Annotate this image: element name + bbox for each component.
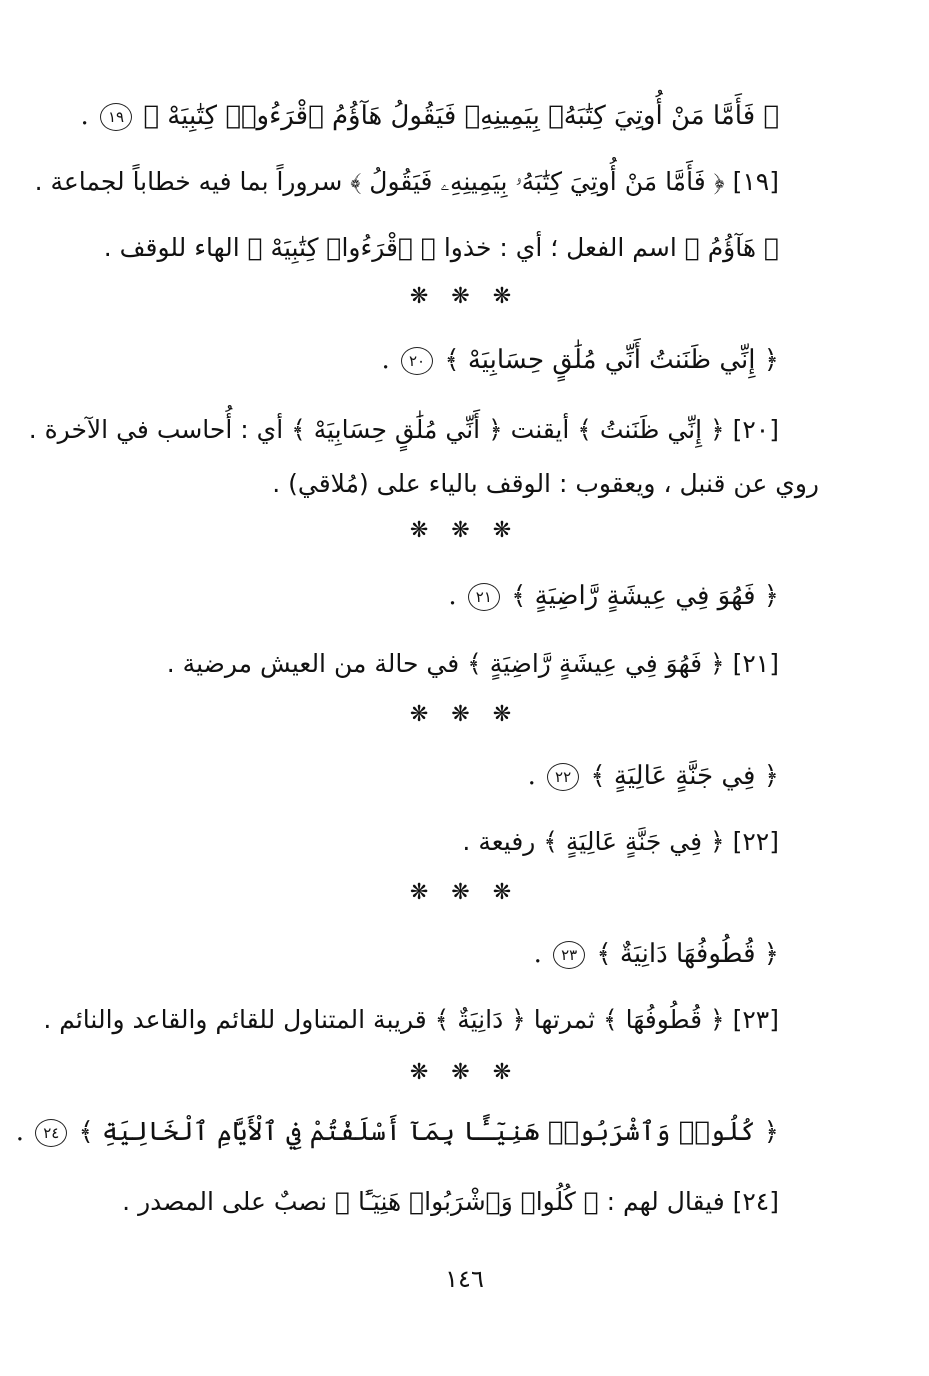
verse-text: ﴿ فِي جَنَّةٍ عَالِيَةٍ ﴾ [590,761,779,791]
verse-22 [528,756,779,796]
verse-end-period: . [533,939,542,969]
ayah-number-marker: ١٩ [100,103,132,131]
verse-24 [16,1112,779,1152]
section-separator: ❋ ❋ ❋ [409,702,520,727]
commentary-20-line-2: روي عن قنبل ، ويعقوب : الوقف بالياء على (مُلاقي) . [272,469,819,498]
verse-end-period: . [80,101,89,131]
verse-23 [534,934,779,974]
verse-text: ﴿ كُلُوا۟ وَٱشْرَبُوا۟ هَنِيٓـًٔا بِمَآ أَسْلَفْتُمْ فِي ٱلْأَيَّامِ ٱلْخَالِيَةِ ﴾ [78,1117,779,1147]
verse-end-period: . [448,581,457,611]
verse-19 [81,96,779,136]
ayah-number-marker: ٢٢ [547,763,579,791]
verse-text: ﴿ فَهُوَ فِي عِيشَةٍ رَّاضِيَةٍ ﴾ [511,581,779,611]
verse-text: ﴿ فَأَمَّا مَنْ أُوتِيَ كِتَٰبَهُۥ بِيَمِينِهِۦ فَيَقُولُ هَآؤُمُ ٱقْرَءُوا۟ كِتَٰبِيَهْ ﴾ [143,101,779,131]
ayah-number-marker: ٢٠ [401,347,433,375]
commentary-22-line-1: [٢٢] ﴿ فِي جَنَّةٍ عَالِيَةٍ ﴾ رفيعة . [462,827,779,856]
ayah-number-marker: ٢٤ [35,1119,67,1147]
commentary-20-line-1: [٢٠] ﴿ إِنِّي ظَنَنتُ ﴾ أيقنت ﴿ أَنِّي مُلَٰقٍ حِسَابِيَهْ ﴾ أي : أُحاسب في الآخرة . [28,415,779,444]
commentary-21-line-1: [٢١] ﴿ فَهُوَ فِي عِيشَةٍ رَّاضِيَةٍ ﴾ في حالة من العيش مرضية . [166,649,779,678]
commentary-19-line-1: [١٩] ﴿ فَأَمَّا مَنْ أُوتِيَ كِتَٰبَهُۥ بِيَمِينِهِۦ فَيَقُولُ ﴾ سروراً بما فيه خطاباً لجماعة . [34,167,779,196]
section-separator: ❋ ❋ ❋ [409,880,520,905]
ayah-number-marker: ٢٣ [553,941,585,969]
verse-20 [382,340,779,380]
verse-text: ﴿ قُطُوفُهَا دَانِيَةٌ ﴾ [596,939,779,969]
section-separator: ❋ ❋ ❋ [409,1060,520,1085]
verse-end-period: . [527,761,536,791]
verse-21 [448,576,779,616]
commentary-19-line-2: ﴿ هَآؤُمُ ﴾ اسم الفعل ؛ أي : خذوا ﴿ ٱقْرَءُوا۟ كِتَٰبِيَهْ ﴾ الهاء للوقف . [103,233,779,262]
verse-text: ﴿ إِنِّي ظَنَنتُ أَنِّي مُلَٰقٍ حِسَابِيَهْ ﴾ [444,345,779,375]
verse-end-period: . [15,1117,24,1147]
ayah-number-marker: ٢١ [468,583,500,611]
section-separator: ❋ ❋ ❋ [409,284,520,309]
page-number: ١٤٦ [445,1265,484,1293]
commentary-24-line-1: [٢٤] فيقال لهم : ﴿ كُلُوا۟ وَٱشْرَبُوا۟ هَنِيٓـًٔا ﴾ نصبٌ على المصدر . [122,1187,779,1216]
commentary-23-line-1: [٢٣] ﴿ قُطُوفُهَا ﴾ ثمرتها ﴿ دَانِيَةٌ ﴾ قريبة المتناول للقائم والقاعد والنائم . [43,1005,779,1034]
verse-end-period: . [381,345,390,375]
section-separator: ❋ ❋ ❋ [409,518,520,543]
